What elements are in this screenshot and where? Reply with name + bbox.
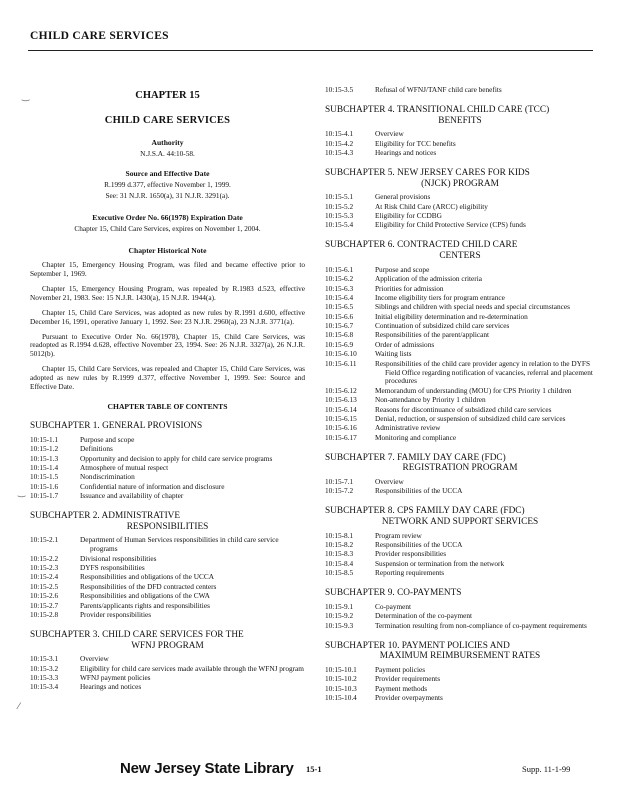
toc-entry	[325, 149, 595, 158]
section-title: Reporting requirements	[375, 568, 445, 578]
section-title: Nondiscrimination	[80, 472, 135, 482]
toc-entry	[30, 655, 305, 664]
section-title: Refusal of WFNJ/TANF child care benefits	[375, 85, 502, 94]
toc-entry	[325, 303, 595, 312]
section-number: 10:15-10.2	[325, 674, 357, 684]
toc-entry	[325, 487, 595, 496]
section-title: Reasons for discontinuance of subsidized child care services	[375, 404, 552, 414]
section-number: 10:15-3.1	[30, 654, 59, 664]
toc-entry	[325, 685, 595, 694]
section-number: 10:15-2.8	[30, 610, 59, 620]
subchapter-heading	[325, 641, 595, 662]
section-title: Determination of the co-payment	[375, 611, 473, 621]
toc-entry	[325, 415, 595, 424]
section-number: 10:15-2.7	[30, 600, 59, 610]
toc-entry	[325, 434, 595, 443]
toc-entry	[325, 331, 595, 340]
section-number: 10:15-10.1	[325, 664, 357, 674]
toc-entry	[325, 675, 595, 684]
toc-entry	[30, 555, 305, 564]
source-heading: Source and Effective Date	[125, 168, 210, 178]
toc-entry	[30, 473, 305, 482]
section-number: 10:15-8.4	[325, 558, 354, 568]
section-number: 10:15-6.3	[325, 283, 354, 293]
toc-entry	[325, 694, 595, 703]
section-number: 10:15-5.4	[325, 220, 354, 230]
section-title: Administrative review	[375, 423, 441, 433]
section-title: Confidential nature of information and disclosure	[80, 481, 225, 491]
section-title: Parents/applicants rights and responsibilities	[80, 600, 210, 610]
section-number: 10:15-8.2	[325, 540, 354, 550]
section-number: 10:15-10.4	[325, 693, 357, 703]
subchapter-title-cont: REGISTRATION PROGRAM	[402, 463, 518, 474]
chapter-title: CHILD CARE SERVICES	[104, 114, 231, 126]
section-title: Purpose and scope	[80, 434, 135, 444]
section-number: 10:15-5.2	[325, 201, 354, 211]
section-title: Application of the admission criteria	[375, 274, 482, 284]
subchapter-title: SUBCHAPTER 1. GENERAL PROVISIONS	[30, 421, 203, 432]
section-number: 10:15-10.3	[325, 683, 357, 693]
subchapter-title: SUBCHAPTER 4. TRANSITIONAL CHILD CARE (TCC)	[325, 104, 550, 115]
toc-entry	[30, 683, 305, 692]
section-title: Eligibility for CCDBG	[375, 211, 442, 221]
historical-paragraph: Chapter 15, Child Care Services, was adopted as new rules by R.1991 d.600, effective December 16, 1991, operative January 1, 1992. See: 23 N.J.R. 2960(a), 23 N.J.R. 3771(a).	[30, 307, 305, 326]
section-number: 10:15-1.1	[30, 434, 59, 444]
subchapter-title: SUBCHAPTER 7. FAMILY DAY CARE (FDC)	[325, 452, 506, 463]
toc-entry	[325, 140, 595, 149]
section-title: Monitoring and compliance	[375, 432, 457, 442]
section-number: 10:15-6.6	[325, 311, 354, 321]
section-number: 10:15-6.5	[325, 302, 354, 312]
section-title: At Risk Child Care (ARCC) eligibility	[375, 201, 488, 211]
toc-entry	[325, 221, 595, 230]
section-title: Priorities for admission	[375, 283, 444, 293]
section-title: Department of Human Services responsibilities in child care service programs	[80, 535, 279, 554]
toc-entry	[30, 665, 305, 674]
section-number: 10:15-4.3	[325, 148, 354, 158]
subchapter-title-cont: CENTERS	[439, 251, 481, 262]
section-number: 10:15-3.4	[30, 682, 59, 692]
toc-entry	[30, 436, 305, 445]
section-title: Hearings and notices	[80, 682, 142, 692]
section-title: Provider responsibilities	[80, 610, 152, 620]
toc-heading: CHAPTER TABLE OF CONTENTS	[107, 401, 228, 411]
section-title: Termination resulting from non-compliance of co-payment requirements	[375, 620, 587, 630]
section-title: Payment methods	[375, 683, 428, 693]
section-number: 10:15-1.5	[30, 472, 59, 482]
subchapter-title: SUBCHAPTER 9. CO-PAYMENTS	[325, 588, 462, 599]
section-number: 10:15-6.13	[325, 395, 357, 405]
exec-order-text: Chapter 15, Child Care Services, expires on November 1, 2004.	[74, 224, 261, 234]
supplement-date: Supp. 11-1-99	[522, 764, 571, 774]
historical-paragraph: Chapter 15, Child Care Services, was repealed and Chapter 15, Child Care Services, was adopted as new rules by R.1999 d.377, effective November 1, 1999. See: Source and Effective Date.	[30, 364, 305, 391]
section-title: Initial eligibility determination and re-determination	[375, 311, 528, 321]
section-number: 10:15-8.5	[325, 568, 354, 578]
section-title: Provider overpayments	[375, 693, 443, 703]
margin-mark: ‿	[22, 92, 30, 102]
exec-order-heading: Executive Order No. 66(1978) Expiration Date	[92, 212, 243, 222]
section-number: 10:15-6.7	[325, 321, 354, 331]
toc-entry	[325, 560, 595, 569]
section-number: 10:15-9.2	[325, 611, 354, 621]
left-column	[30, 86, 305, 693]
section-title: Co-payment	[375, 601, 412, 611]
subchapter-heading	[325, 240, 595, 261]
toc-entry	[325, 341, 595, 350]
subchapter-heading	[30, 630, 305, 651]
section-title: Responsibilities of the UCCA	[375, 486, 463, 496]
subchapter-title-cont: NETWORK AND SUPPORT SERVICES	[381, 517, 539, 528]
section-number: 10:15-2.1	[30, 535, 59, 545]
subchapter-title: SUBCHAPTER 10. PAYMENT POLICIES AND	[325, 640, 510, 651]
section-number: 10:15-1.7	[30, 491, 59, 501]
toc-entry	[30, 592, 305, 601]
historical-note	[30, 261, 305, 392]
section-number: 10:15-6.8	[325, 330, 354, 340]
subchapter-heading	[325, 105, 595, 126]
section-number: 10:15-2.6	[30, 591, 59, 601]
toc-entry	[325, 424, 595, 433]
section-title: Program review	[375, 530, 422, 540]
historical-note-heading: Chapter Historical Note	[128, 245, 207, 255]
section-title: Responsibilities of the child care provider agency in relation to the DYFS Field Office regarding notification of vacancies, referral and placement procedures	[375, 358, 593, 386]
subchapter-heading	[325, 588, 595, 599]
subchapter-title: SUBCHAPTER 5. NEW JERSEY CARES FOR KIDS	[325, 167, 530, 178]
section-number: 10:15-7.1	[325, 477, 354, 487]
library-stamp: New Jersey State Library	[120, 760, 294, 777]
section-number: 10:15-3.5	[325, 85, 354, 94]
margin-mark: ⁄	[18, 702, 20, 712]
toc-entry	[30, 445, 305, 454]
toc-right	[325, 105, 595, 703]
section-number: 10:15-3.2	[30, 663, 59, 673]
subchapter-heading	[325, 506, 595, 527]
toc-entry	[325, 130, 595, 139]
section-number: 10:15-6.14	[325, 404, 357, 414]
section-title: Issuance and availability of chapter	[80, 491, 184, 501]
section-title: WFNJ payment policies	[80, 673, 151, 683]
subchapter-heading	[325, 168, 595, 189]
section-number: 10:15-1.6	[30, 481, 59, 491]
section-title: Memorandum of understanding (MOU) for CPS Priority 1 children	[375, 385, 572, 395]
toc-entry	[325, 203, 595, 212]
section-number: 10:15-9.3	[325, 620, 354, 630]
section-title: Overview	[375, 129, 404, 139]
toc-entry	[30, 674, 305, 683]
toc-entry	[325, 275, 595, 284]
subchapter-title: SUBCHAPTER 2. ADMINISTRATIVE	[30, 511, 181, 522]
section-title: Eligibility for TCC benefits	[375, 138, 456, 148]
section-title: Responsibilities of the parent/applicant	[375, 330, 490, 340]
section-title: Responsibilities and obligations of the UCCA	[80, 572, 214, 582]
section-number: 10:15-1.4	[30, 462, 59, 472]
subchapter-heading	[30, 421, 305, 432]
subchapter-title: SUBCHAPTER 6. CONTRACTED CHILD CARE	[325, 240, 518, 251]
toc-entry	[325, 360, 595, 387]
toc-entry	[30, 464, 305, 473]
subchapter-heading	[325, 453, 595, 474]
section-title: Payment policies	[375, 664, 426, 674]
section-title: Definitions	[80, 444, 113, 454]
toc-entry	[325, 569, 595, 578]
header-rule	[28, 50, 593, 51]
section-number: 10:15-6.15	[325, 414, 357, 423]
toc-entry	[30, 573, 305, 582]
running-head: CHILD CARE SERVICES	[30, 30, 169, 42]
toc-entry	[325, 86, 595, 95]
section-title: Order of admissions	[375, 339, 435, 349]
section-number: 10:15-6.16	[325, 423, 357, 433]
section-title: Waiting lists	[375, 349, 412, 359]
toc-entry	[325, 350, 595, 359]
section-title: Eligibility for Child Protective Service (CPS) funds	[375, 220, 526, 230]
section-title: Provider responsibilities	[375, 549, 447, 559]
section-title: Overview	[375, 477, 404, 487]
toc-entry	[30, 602, 305, 611]
section-title: Responsibilities of the UCCA	[375, 540, 463, 550]
section-title: Eligibility for child care services made available through the WFNJ program	[80, 663, 304, 673]
section-number: 10:15-6.17	[325, 432, 357, 442]
toc-entry	[325, 193, 595, 202]
section-number: 10:15-6.10	[325, 349, 357, 359]
page-number: 15-1	[306, 764, 322, 774]
section-title: Provider requirements	[375, 674, 441, 684]
subchapter-title-cont: WFNJ PROGRAM	[131, 640, 204, 651]
toc-entry	[325, 666, 595, 675]
historical-paragraph: Chapter 15, Emergency Housing Program, was filed and became effective prior to September 1, 1969.	[30, 260, 305, 279]
section-number: 10:15-4.1	[325, 129, 354, 139]
historical-paragraph: Chapter 15, Emergency Housing Program, was repealed by R.1983 d.523, effective November 21, 1983. See: 15 N.J.R. 1430(a), 15 N.J.R. 1944(a).	[30, 283, 305, 302]
section-number: 10:15-2.2	[30, 553, 59, 563]
section-title: Responsibilities of the DFD contracted centers	[80, 581, 217, 591]
section-title: Hearings and notices	[375, 148, 437, 158]
subchapter-title-cont: MAXIMUM REIMBURSEMENT RATES	[379, 651, 541, 662]
section-number: 10:15-6.12	[325, 385, 357, 395]
authority-heading: Authority	[151, 137, 184, 147]
section-title: General provisions	[375, 192, 431, 202]
section-number: 10:15-2.3	[30, 563, 59, 573]
section-title: Responsibilities and obligations of the CWA	[80, 591, 210, 601]
margin-mark: ‿	[18, 488, 26, 498]
toc-entry	[325, 541, 595, 550]
section-title: Opportunity and decision to apply for child care service programs	[80, 453, 273, 463]
section-number: 10:15-9.1	[325, 601, 354, 611]
source-line: See: 31 N.J.R. 1650(a), 31 N.J.R. 3291(a).	[105, 190, 230, 200]
section-title: Siblings and children with special needs and special circumstances	[375, 302, 570, 312]
section-title: Denial, reduction, or suspension of subsidized child care services	[375, 414, 566, 423]
section-number: 10:15-8.3	[325, 549, 354, 559]
section-title: Purpose and scope	[375, 264, 430, 274]
section-number: 10:15-1.3	[30, 453, 59, 463]
section-number: 10:15-7.2	[325, 486, 354, 496]
section-number: 10:15-4.2	[325, 138, 354, 148]
section-title: DYFS responsibilities	[80, 563, 145, 573]
subchapter-title-cont: BENEFITS	[438, 115, 482, 126]
section-number: 10:15-5.1	[325, 192, 354, 202]
section-title: Overview	[80, 654, 109, 664]
section-number: 10:15-6.9	[325, 339, 354, 349]
toc-entry	[325, 396, 595, 405]
subchapter-title: SUBCHAPTER 3. CHILD CARE SERVICES FOR THE	[30, 629, 244, 640]
toc-entry	[325, 612, 595, 621]
toc-left	[30, 421, 305, 692]
toc-entry	[325, 622, 595, 631]
section-number: 10:15-6.11	[325, 358, 357, 368]
authority-text: N.J.S.A. 44:10-58.	[140, 148, 195, 158]
toc-entry	[30, 492, 305, 501]
subchapter-title: SUBCHAPTER 8. CPS FAMILY DAY CARE (FDC)	[325, 506, 525, 517]
toc-entry	[30, 536, 305, 554]
section-number: 10:15-8.1	[325, 530, 354, 540]
section-number: 10:15-6.4	[325, 292, 354, 302]
section-title: Non-attendance by Priority 1 children	[375, 395, 486, 405]
section-title: Continuation of subsidized child care services	[375, 321, 510, 331]
section-title: Atmosphere of mutual respect	[80, 462, 169, 472]
section-number: 10:15-2.5	[30, 581, 59, 591]
subchapter-heading	[30, 511, 305, 532]
section-number: 10:15-1.2	[30, 444, 59, 454]
right-column	[325, 86, 595, 703]
section-number: 10:15-5.3	[325, 211, 354, 221]
historical-paragraph: Pursuant to Executive Order No. 66(1978), Chapter 15, Child Care Services, was readopted as R.1994 d.628, effective November 23, 1994. See: 26 N.J.R. 3327(a), 26 N.J.R. 5012(b).	[30, 331, 305, 359]
section-number: 10:15-2.4	[30, 572, 59, 582]
section-title: Divisional responsibilities	[80, 553, 157, 563]
chapter-number: CHAPTER 15	[135, 90, 200, 101]
section-title: Suspension or termination from the network	[375, 558, 505, 568]
toc-entry	[30, 611, 305, 620]
section-number: 10:15-6.2	[325, 274, 354, 284]
subchapter-title-cont: RESPONSIBILITIES	[126, 521, 209, 532]
section-title: Income eligibility tiers for program entrance	[375, 292, 505, 302]
section-number: 10:15-3.3	[30, 673, 59, 683]
subchapter-title-cont: (NJCK) PROGRAM	[421, 178, 499, 189]
section-number: 10:15-6.1	[325, 264, 354, 274]
source-line: R.1999 d.377, effective November 1, 1999.	[104, 179, 231, 189]
